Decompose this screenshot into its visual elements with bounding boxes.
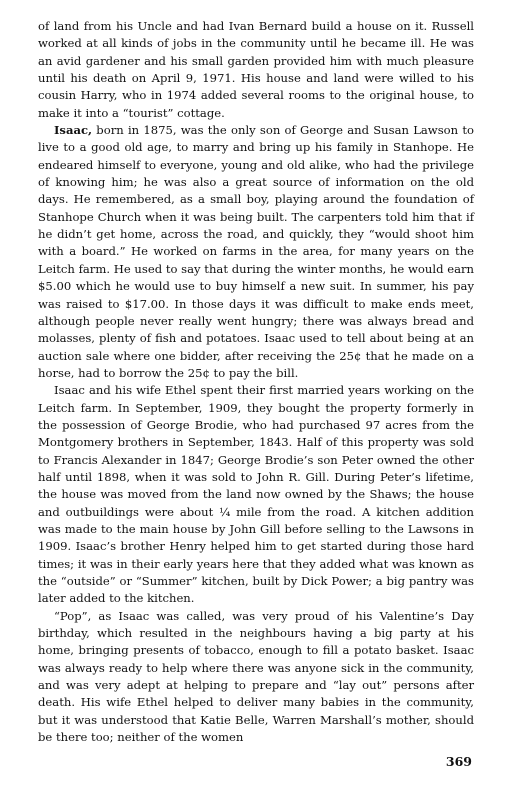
paragraph-text: Isaac and his wife Ethel spent their first married years working on the Leitch farm. In September, 1909, they bought the property formerly in the possession of George Brodie, who had purchased 97 acres from the Montgomery brothers in September, 1843. Half of this property was sold to Francis Alexander in 1847; George Brodie’s son Peter owned the other half until 1898, when it was sold to John R. Gill. During Peter’s lifetime, the house was moved from the land now owned by the Shaws; the house and outbuildings were about ¼ mile from the road. A kitchen addition was made to the main house by John Gill before selling to the Lawsons in 1909. Isaac’s brother Henry helped him to get started during those hard times; it was in their early years here that they added what was known as the “outside” or “Summer” kitchen, built by Dick Power; a big pantry was later added to the kitchen. [38,383,474,606]
paragraph-text: “Pop”, as Isaac was called, was very proud of his Valentine’s Day birthday, which resulted in the neighbours having a big party at his home, bringing presents of tobacco, enough to fill a potato basket. Isaac was always ready to help where there was anyone sick in the community, and was very adept at helping to prepare and “lay out” persons after death. His wife Ethel helped to deliver many babies in the community, but it was understood that Katie Belle, Warren Marshall’s mother, should be there too; neither of the women [38,608,474,745]
paragraph-isaac [38,122,474,382]
paragraph-pop [38,608,474,747]
paragraph-leitch-farm [38,382,474,607]
paragraph-text: of land from his Uncle and had Ivan Bernard build a house on it. Russell worked at all kinds of jobs in the community until he became ill. He was an avid gardener and his small garden provided him with much pleasure until his death on April 9, 1971. His house and land were willed to his cousin Harry, who in 1974 added several rooms to the original house, to make it into a “tourist” cottage. [38,19,474,120]
paragraph-lead: Isaac, [54,123,93,138]
body-text [38,18,474,746]
page-number: 369 [445,754,472,769]
paragraph-continuation [38,18,474,122]
paragraph-text: born in 1875, was the only son of George and Susan Lawson to live to a good old age, to marry and bring up his family in Stanhope. He endeared himself to everyone, young and old alike, who had the privilege of knowing him; he was also a great source of information on the old days. He remembered, as a small boy, playing around the foundation of Stanhope Church when it was being built. The carpenters told him that if he didn’t get home, across the road, and quickly, they “would shoot him with a board.” He worked on farms in the area, for many years on the Leitch farm. He used to say that during the winter months, he would earn $5.00 which he would use to buy himself a new suit. In summer, his pay was raised to $17.00. In those days it was difficult to make ends meet, although people never really went hungry; there was always bread and molasses, plenty of fish and potatoes. Isaac used to tell about being at an auction sale where one bidder, after receiving the 25¢ that he made on a horse, had to borrow the 25¢ to pay the bill. [38,123,474,380]
